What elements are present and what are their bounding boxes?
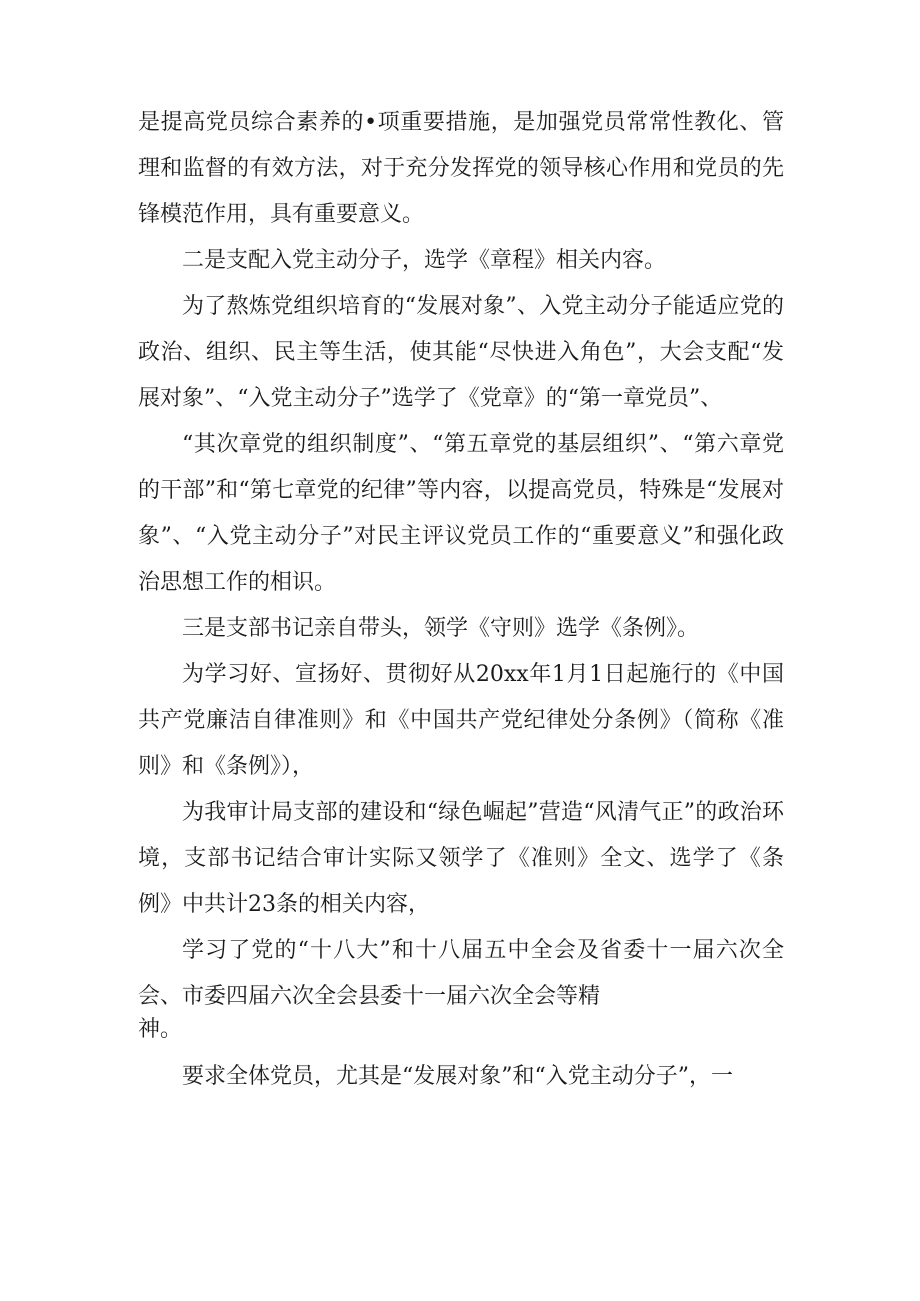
paragraph-3: 为了熬炼党组织培育的“发展对象”、入党主动分子能适应党的政治、组织、民主等生活，使其能“尽快进入角色”，大会支配“发展对象”、“入党主动分子”选学了《党章》的“第一章党员”、: [138, 294, 784, 411]
paragraph-8: 学习了党的“十八大”和十八届五中全会及省委十一届六次全会、市委四届六次全会县委十一届六次全会等精: [138, 938, 784, 1009]
paragraph-2: 二是支配入党主动分子，选学《章程》相关内容。: [182, 248, 667, 273]
paragraph-7: 为我审计局支部的建设和“绿色崛起”营造“风清气正”的政治环境，支部书记结合审计实际又领学了《准则》全文、选学了《条例》中共计23条的相关内容，: [138, 800, 784, 917]
paragraph-1: 是提高党员综合素养的•项重要措施，是加强党员常常性教化、管理和监督的有效方法，对于充分发挥党的领导核心作用和党员的先锋模范作用，具有重要意义。: [138, 110, 784, 227]
paragraph-8-tail: 神。: [138, 1017, 183, 1042]
paragraph-9: 要求全体党员，尤其是“发展对象”和“入党主动分子”，一: [182, 1064, 733, 1089]
document-body: [138, 100, 784, 1100]
paragraph-6: 为学习好、宣扬好、贯彻好从20xx年1月1日起施行的《中国共产党廉洁自律准则》和《中国共产党纪律处分条例》（简称《准则》和《条例》），: [138, 662, 784, 779]
paragraph-4: “其次章党的组织制度”、“第五章党的基层组织”、“第六章党的干部”和“第七章党的纪律”等内容，以提高党员，特殊是“发展对象”、“入党主动分子”对民主评议党员工作的“重要意义”和强化政治思想工作的相识。: [138, 432, 784, 595]
paragraph-5: 三是支部书记亲自带头，领学《守则》选学《条例》。: [182, 616, 700, 641]
